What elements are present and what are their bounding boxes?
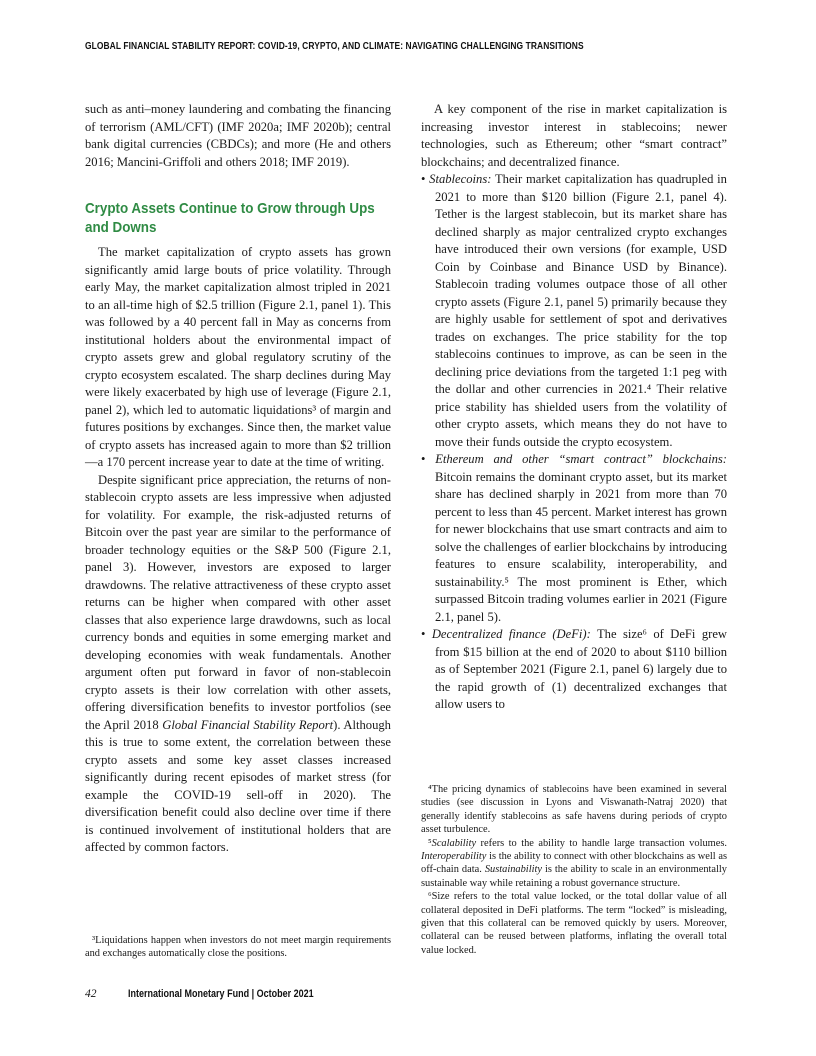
bullet-list — [421, 171, 727, 714]
right-column — [421, 101, 727, 714]
footnote-3-text: ³Liquidations happen when investors do not meet margin requirements and exchanges automatically close the positions. — [85, 935, 391, 960]
paragraph-continuation: such as anti–money laundering and combating the financing of terrorism (AML/CFT) (IMF 2020a; IMF 2020b); central bank digital currencies (CBDCs); and more (He and others 2016; Mancini-Griffoli and others 2018; IMF 2019). — [85, 102, 391, 169]
footnote-3 — [85, 934, 391, 961]
left-column — [85, 101, 391, 857]
right-footnotes — [421, 783, 727, 957]
bullet-lead: Ethereum and other “smart contract” blockchains: — [435, 452, 727, 466]
section-heading — [85, 199, 391, 237]
bullet-item-stablecoins — [421, 171, 727, 451]
bullet-marker: • — [421, 452, 426, 466]
footer-text: International Monetary Fund | October 2021 — [127, 988, 314, 1000]
bullet-item-defi — [421, 626, 727, 714]
bullet-lead: Stablecoins: — [429, 172, 492, 186]
section-heading-text: Crypto Assets Continue to Grow through Ups and Downs — [85, 200, 375, 236]
footnote-5: ⁵Scalability refers to the ability to handle large transaction volumes. Interoperability is the ability to connect with other blockchains as well as off-chain data. Sustainability is the ability to scale in an environmentally sustainable way while retaining a robust governance structure. — [421, 837, 727, 889]
paragraph-key-component: A key component of the rise in market capitalization is increasing investor interest in stablecoins; newer technologies, such as Ethereum; other “smart contract” blockchains; and decentralized finance. — [421, 102, 727, 169]
bullet-body: The size⁶ of DeFi grew from $15 billion at the end of 2020 to about $110 billion as of September 2021 (Figure 2.1, panel 6) largely due to the rapid growth of (1) decentralized exchanges that allow users to — [435, 627, 727, 711]
bullet-lead: Decentralized finance (DeFi): — [431, 627, 591, 641]
paragraph-returns: Despite significant price appreciation, the returns of non-stablecoin crypto assets are less impressive when adjusted for volatility. For example, the risk-adjusted returns of Bitcoin over the past year are similar to the performance of broader technology equities or the S&P 500 (Figure 2.1, panel 3). However, investors are exposed to larger drawdowns. The relative attractiveness of these crypto asset returns can be higher when compared with other asset classes that also experience large drawdowns, such as local currency bonds and equities in some emerging market and developing economies with weak fundamentals. Another argument often put forward in favor of non-stablecoin crypto assets is their low correlation with other assets, offering diversification benefits to investor portfolios (see the April 2018 Global Financial Stability Report). Although this is true to some extent, the correlation between these crypto assets and some key asset classes increased significantly during recent episodes of market stress (for example the COVID-19 sell-off in 2020). The diversification benefit could also decline over time if there is continued involvement of institutional holders that are affected by common factors. — [85, 472, 391, 854]
bullet-body: Bitcoin remains the dominant crypto asset, but its market share has declined sharply in 2021 from more than 70 percent to less than 45 percent. Market interest has grown for newer blockchains that use smart contracts and aim to solve the challenges of earlier blockchains by introducing features to ensure scalability, interoperability, and sustainability.⁵ The most prominent is Ether, which surpassed Bitcoin trading volumes earlier in 2021 (Figure 2.1, panel 5). — [435, 469, 727, 624]
bullet-marker: • — [421, 627, 426, 641]
footnote-4: ⁴The pricing dynamics of stablecoins have been examined in several studies (see discussion in Lyons and Viswanath-Natraj 2020) that generally identify stablecoins as safe havens during periods of crypto asset turbulence. — [421, 784, 727, 836]
bullet-item-ethereum — [421, 451, 727, 626]
footnote-6: ⁶Size refers to the total value locked, or the total dollar value of all collateral deposited in DeFi platforms. The term “locked” is misleading, given that this collateral can be removed quickly by users. Moreover, collateral can be reused between platforms, inflating the overall total value locked. — [421, 891, 727, 956]
bullet-marker: • — [421, 172, 426, 186]
paragraph-market-cap: The market capitalization of crypto assets has grown significantly amid large bouts of price volatility. Through early May, the market capitalization almost tripled in 2021 to an all-time high of $2.5 trillion (Figure 2.1, panel 1). This was followed by a 40 percent fall in May as concerns from institutional holders about the environmental impact of crypto assets grew and global regulatory scrutiny of the crypto ecosystem escalated. The sharp declines during May were likely exacerbated by high use of leverage (Figure 2.1, panel 2), which led to automatic liquidations³ of margin and futures positions by exchanges. Since then, the market value of crypto assets has increased again to more than $2 trillion—a 170 percent increase year to date at the time of writing. — [85, 245, 391, 469]
page-number: 42 — [85, 988, 97, 1000]
page-footer — [85, 988, 346, 1000]
running-header: GLOBAL FINANCIAL STABILITY REPORT: COVID-19, CRYPTO, AND CLIMATE: NAVIGATING CHALLENGING TRANSITIONS — [85, 41, 584, 52]
bullet-body: Their market capitalization has quadrupled in 2021 to more than $120 billion (Figure 2.1, panel 4). Tether is the largest stablecoin, but its market share has declined sharply as major centralized crypto exchanges have introduced their own versions (for example, USD Coin by Coinbase and Binance USD by Binance). Stablecoin trading volumes outpace those of all other crypto assets (Figure 2.1, panel 5) primarily because they are highly usable for settlement of spot and derivatives trades on exchanges. The price stability for the top stablecoins continues to improve, as can be seen in the declining price deviations from the targeted 1:1 peg with the dollar and other currencies in 2021.⁴ Their relative price stability has shielded users from the volatility of other crypto assets, which means they do not have to move their funds outside the crypto ecosystem. — [435, 172, 727, 449]
